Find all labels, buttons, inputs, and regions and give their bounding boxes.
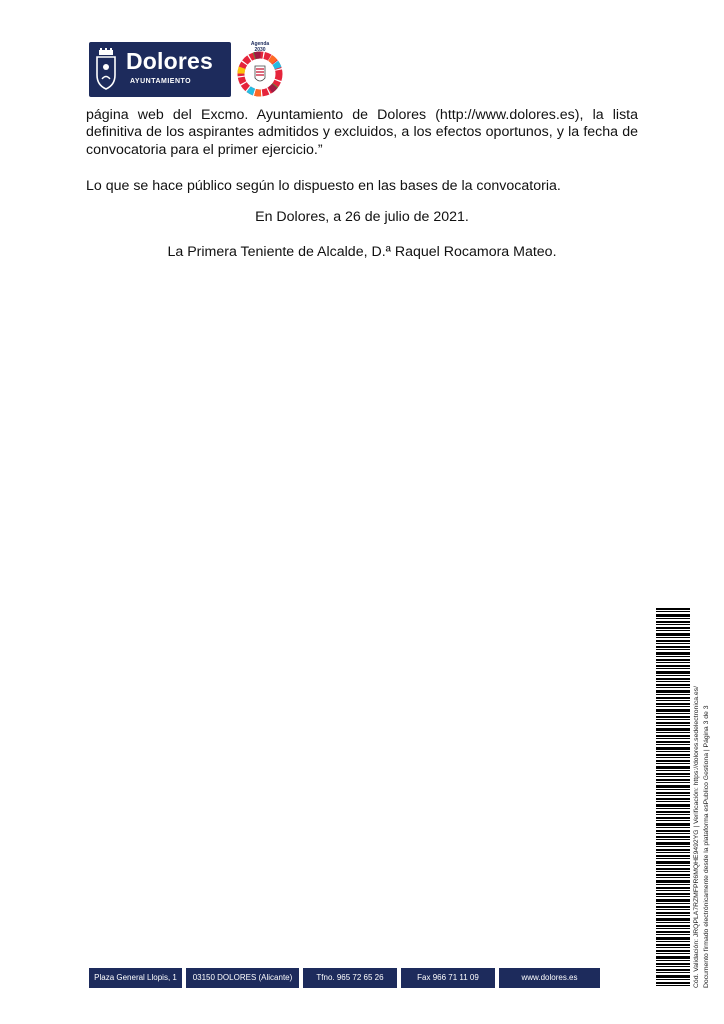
coat-of-arms-icon — [95, 48, 117, 91]
signature-line: La Primera Teniente de Alcalde, D.ª Raquel Rocamora Mateo. — [167, 244, 557, 260]
paragraph-1: página web del Excmo. Ayuntamiento de Dolores (http://www.dolores.es), la lista definitiva de los aspirantes admitidos y excluidos, a los efectos oportunos, y la fecha de convocatoria para el primer ejercicio.” — [86, 107, 638, 158]
verification-line-1: Cód. Validación: JRQPLA7RZMFPR6MQHE9492YG | Verificación: https://dolores.sedelectronica.es/ — [693, 686, 700, 988]
footer-web: www.dolores.es — [499, 968, 600, 988]
agenda-label: Agenda 2030 — [250, 41, 270, 53]
place-date: En Dolores, a 26 de julio de 2021. — [255, 209, 469, 225]
verification-text — [692, 598, 716, 988]
footer-phone: Tfno. 965 72 65 26 — [303, 968, 397, 988]
verification-barcode — [656, 608, 690, 988]
footer-address: Plaza General Llopis, 1 — [89, 968, 182, 988]
verification-line-2: Documento firmado electrónicamente desde la plataforma esPublico Gestiona | Página 3 de 3 — [703, 705, 710, 988]
logo-title: Dolores — [126, 48, 214, 74]
footer-city: 03150 DOLORES (Alicante) — [186, 968, 299, 988]
logo-subtitle: AYUNTAMIENTO — [130, 78, 192, 85]
paragraph-2: Lo que se hace público según lo dispuesto en las bases de la convocatoria. — [86, 178, 561, 194]
agenda-2030-logo — [233, 41, 287, 98]
footer-fax: Fax 966 71 11 09 — [401, 968, 495, 988]
ayuntamiento-logo — [89, 42, 231, 97]
